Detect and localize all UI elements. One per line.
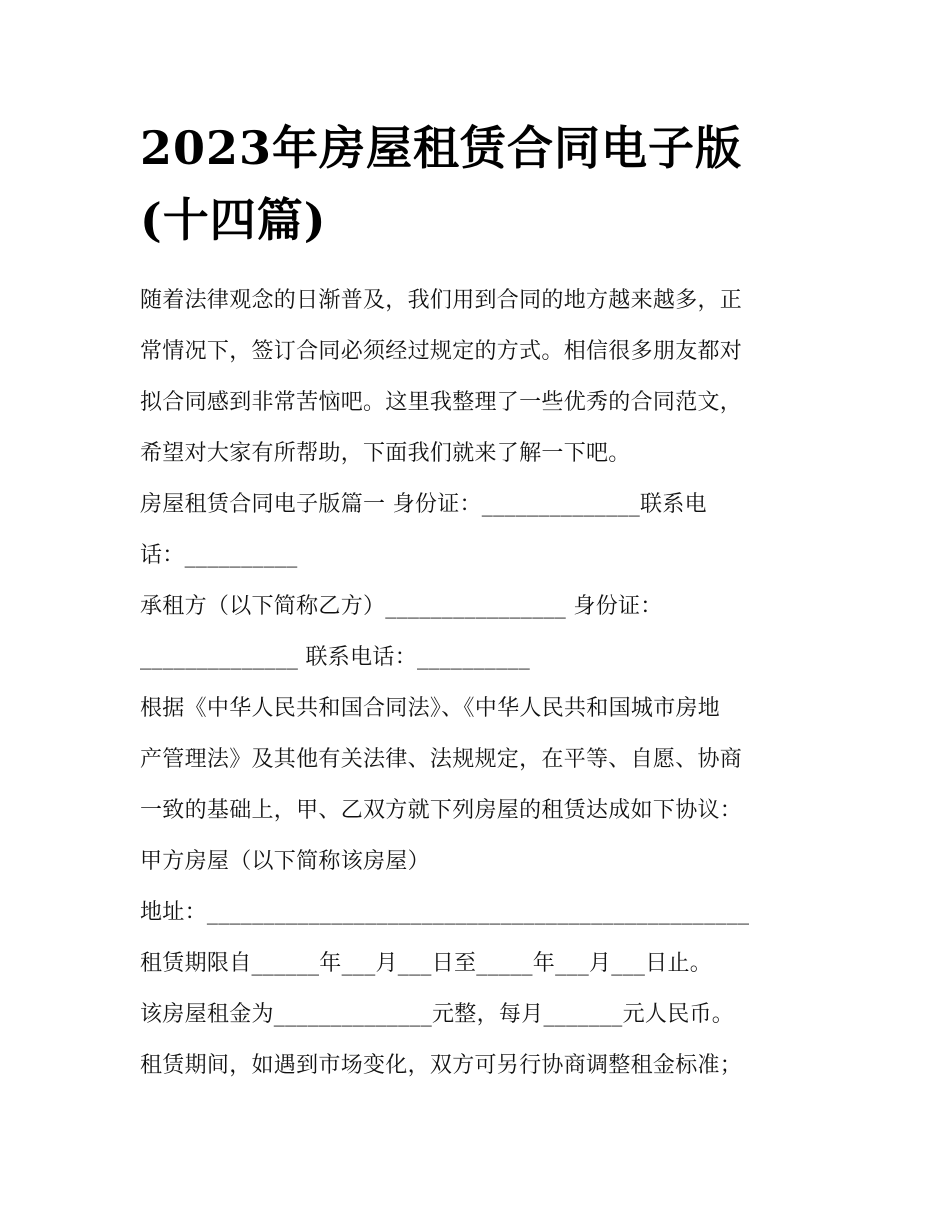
- title-line-1: 2023年房屋租赁合同电子版: [140, 121, 743, 175]
- document-title: [140, 112, 830, 256]
- legal-basis-paragraph: [140, 683, 815, 836]
- address-line: 地址：________________________________________________: [140, 900, 750, 925]
- title-line-2: (十四篇): [140, 193, 327, 247]
- lease-period-line: 租赁期限自______年___月___日至_____年___月___日止。: [140, 951, 713, 976]
- party-a-paragraph: [140, 479, 815, 581]
- intro-line: 随着法律观念的日渐普及，我们用到合同的地方越来越多，正: [140, 288, 743, 313]
- house-heading: 甲方房屋（以下简称该房屋）: [140, 849, 430, 874]
- legal-basis-line: 根据《中华人民共和国合同法》、《中华人民共和国城市房地: [140, 696, 721, 721]
- legal-basis-line: 产管理法》及其他有关法律、法规规定，在平等、自愿、协商: [140, 747, 743, 772]
- intro-line: 拟合同感到非常苦恼吧。这里我整理了一些优秀的合同范文，: [140, 390, 743, 415]
- document-body: [140, 275, 815, 1091]
- rent-adjust-line: 租赁期间，如遇到市场变化，双方可另行协商调整租金标准；: [140, 1053, 743, 1078]
- party-b-paragraph: [140, 581, 815, 683]
- party-a-line: 话：__________: [140, 543, 298, 568]
- party-b-line: ______________ 联系电话：__________: [140, 645, 530, 670]
- intro-paragraph: [140, 275, 815, 479]
- intro-line: 希望对大家有所帮助，下面我们就来了解一下吧。: [140, 441, 631, 466]
- party-b-line: 承租方（以下简称乙方）________________ 身份证：: [140, 594, 663, 619]
- party-a-line: 房屋租赁合同电子版篇一 身份证：______________联系电: [140, 492, 707, 517]
- rent-line: 该房屋租金为______________元整，每月_______元人民币。: [140, 1002, 735, 1027]
- intro-line: 常情况下，签订合同必须经过规定的方式。相信很多朋友都对: [140, 339, 743, 364]
- legal-basis-line: 一致的基础上，甲、乙双方就下列房屋的租赁达成如下协议：: [140, 798, 743, 823]
